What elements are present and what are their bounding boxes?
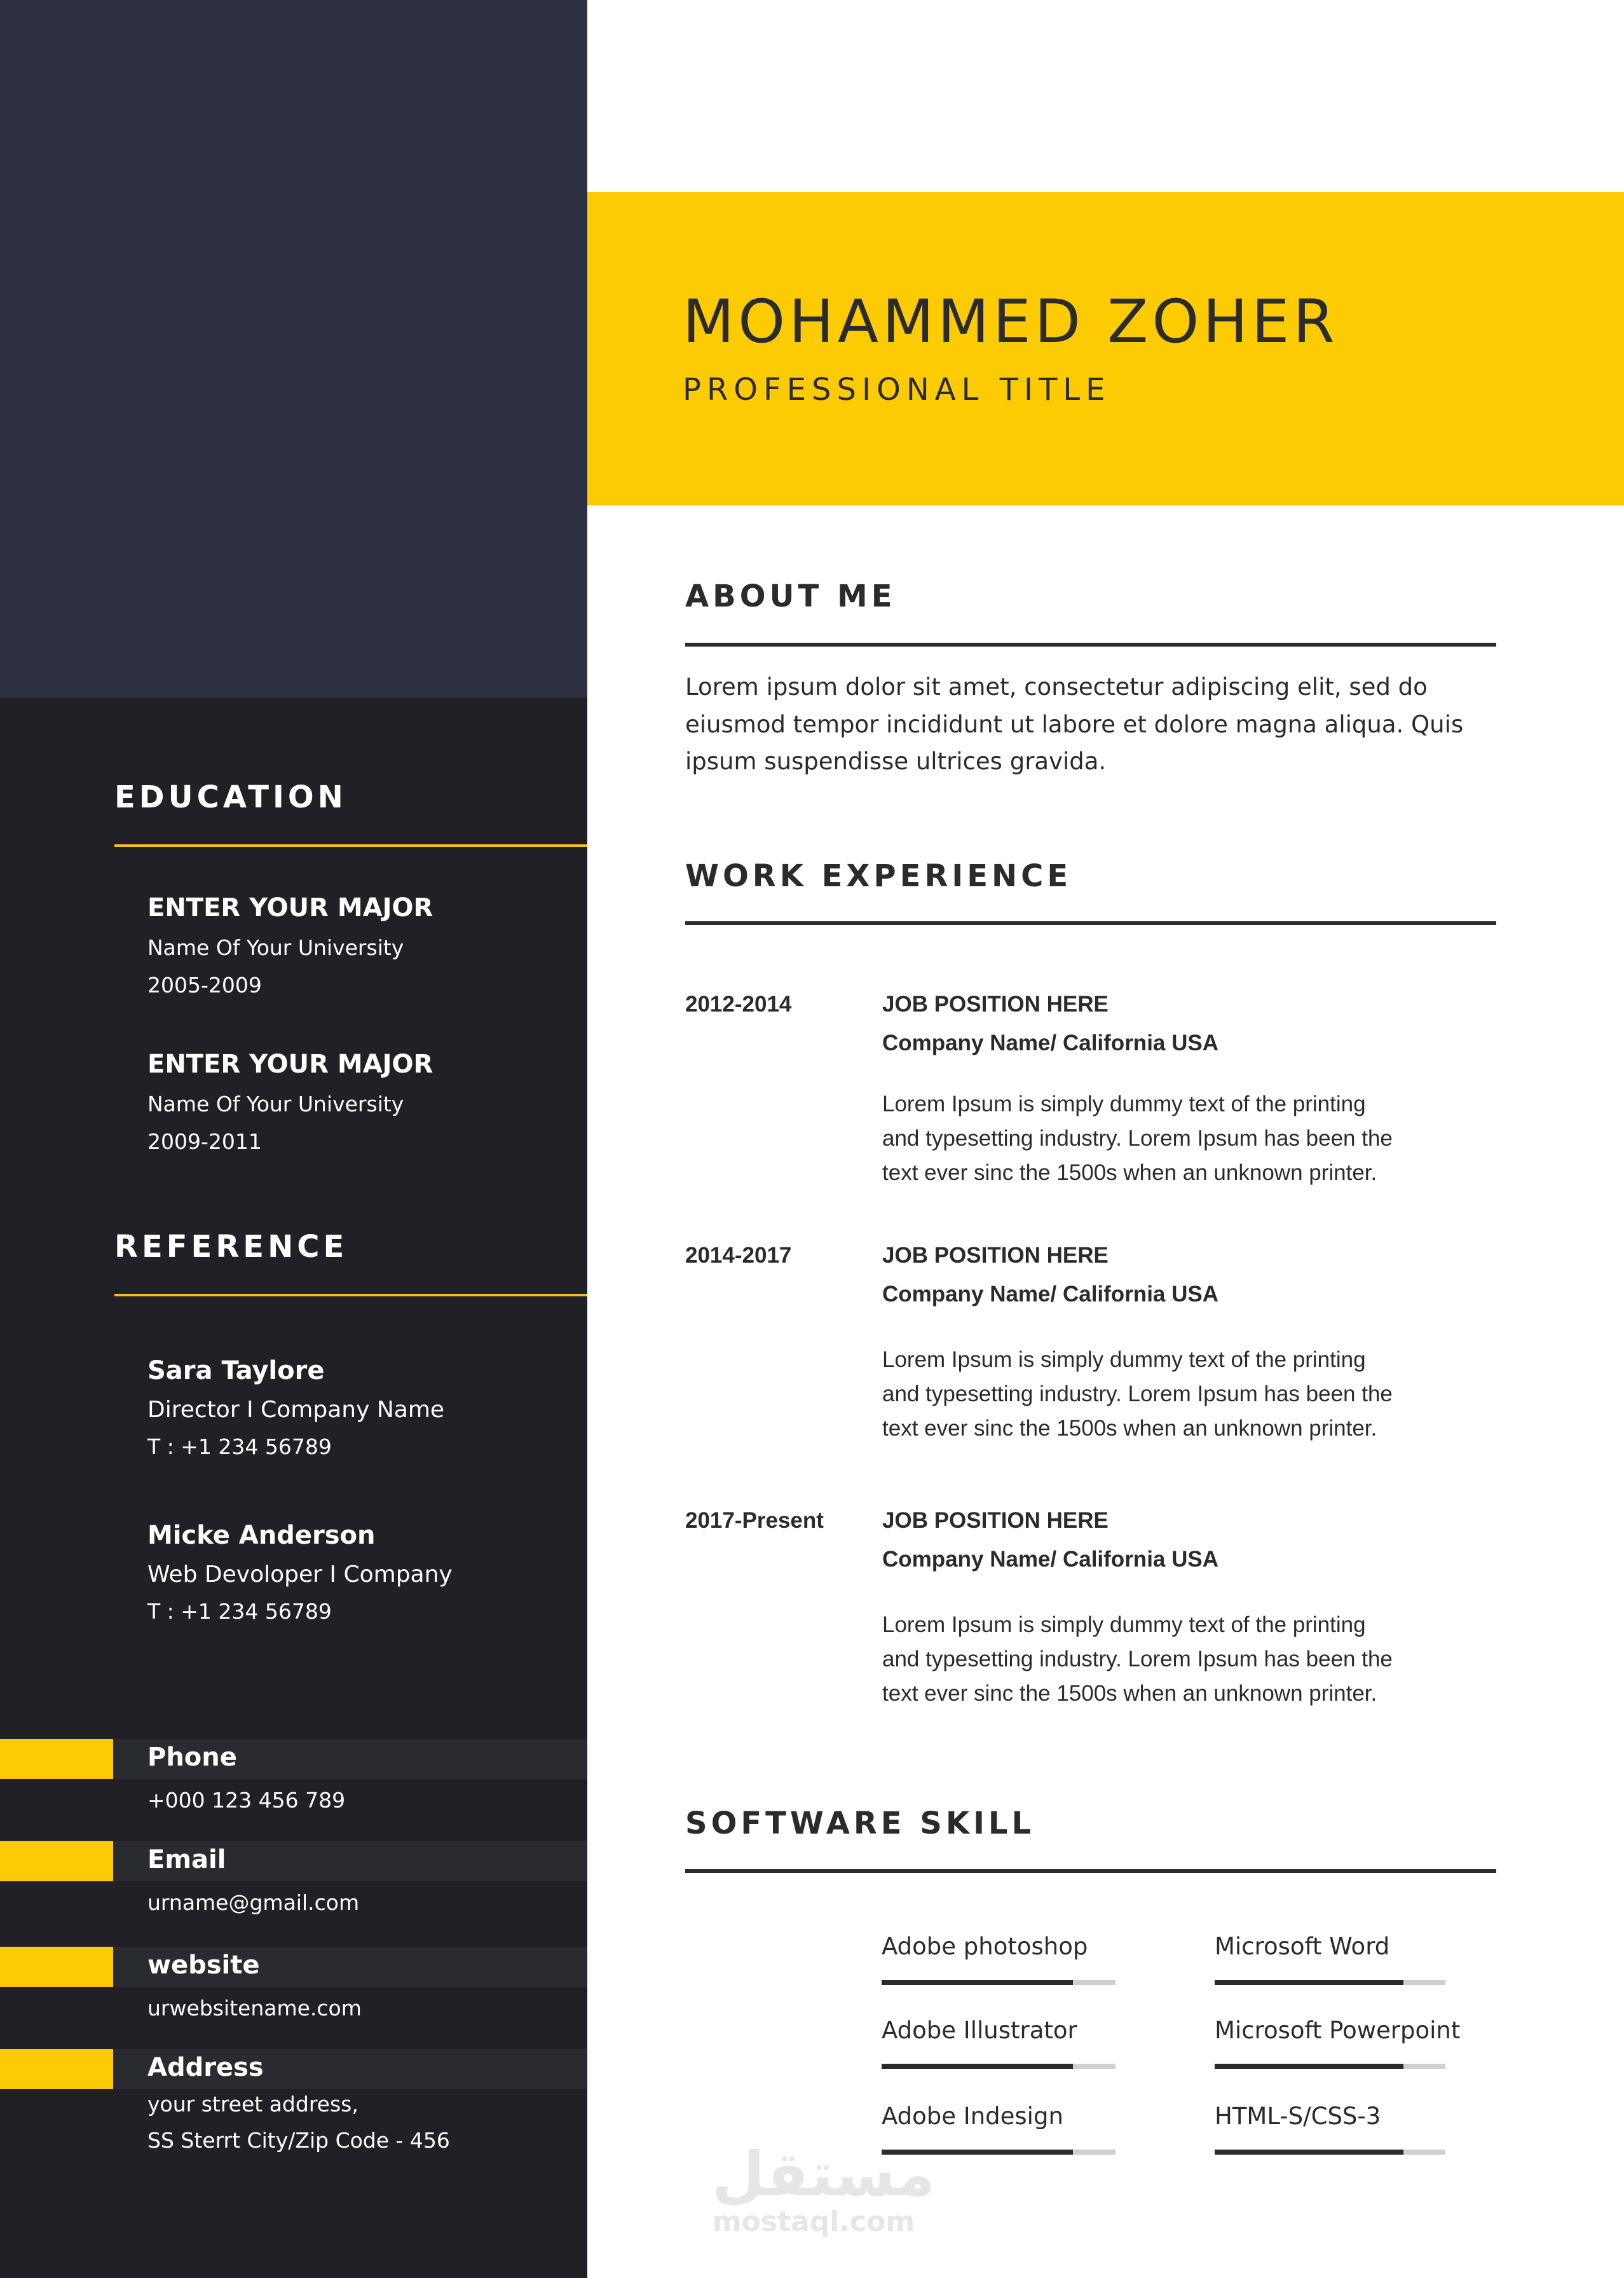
job-years: 2014-2017 <box>685 1243 792 1268</box>
job-title: JOB POSITION HERE <box>882 1243 1109 1268</box>
skill-bar <box>1215 2064 1445 2069</box>
education-heading: EDUCATION <box>114 779 347 815</box>
skill-bar-fill <box>1215 2064 1403 2069</box>
contact-value: your street address, <box>147 2092 358 2117</box>
contact-value: SS Sterrt City/Zip Code - 456 <box>147 2128 450 2153</box>
education-school: Name Of Your University <box>147 935 404 960</box>
education-years: 2005-2009 <box>147 973 262 998</box>
watermark-latin: mostaql.com <box>712 2206 915 2238</box>
contact-value[interactable]: urwebsitename.com <box>147 1996 362 2021</box>
skill-label: Adobe photoshop <box>882 1933 1088 1960</box>
job-company: Company Name/ California USA <box>882 1547 1218 1572</box>
job-desc-line: text ever sinc the 1500s when an unknown printer. <box>882 1681 1377 1706</box>
job-description <box>882 1343 1454 1446</box>
about-line: ipsum suspendisse ultrices gravida. <box>685 748 1107 775</box>
reference-item <box>147 1521 453 1624</box>
skill-label: Microsoft Word <box>1215 1933 1390 1960</box>
education-school: Name Of Your University <box>147 1092 404 1116</box>
job-description <box>882 1608 1454 1711</box>
job-desc-line: and typesetting industry. Lorem Ipsum has been the <box>882 1382 1393 1406</box>
education-item <box>147 893 433 998</box>
reference-name: Micke Anderson <box>147 1521 376 1550</box>
job-years: 2017-Present <box>685 1508 824 1533</box>
skill-bar-fill <box>1215 1980 1403 1985</box>
job-desc-line: text ever sinc the 1500s when an unknown printer. <box>882 1416 1377 1441</box>
skills-divider <box>685 1869 1496 1873</box>
header-banner <box>587 192 1624 505</box>
job-title: JOB POSITION HERE <box>882 1508 1109 1533</box>
job-desc-line: and typesetting industry. Lorem Ipsum has been the <box>882 1126 1393 1151</box>
professional-title: PROFESSIONAL TITLE <box>683 372 1111 408</box>
about-text <box>685 669 1511 781</box>
contact-value[interactable]: urname@gmail.com <box>147 1890 360 1915</box>
job-desc-line: text ever sinc the 1500s when an unknown printer. <box>882 1160 1377 1185</box>
skill-bar-fill <box>1215 2150 1403 2155</box>
contact-label: Email <box>147 1845 226 1874</box>
contact-accent-bar <box>0 1841 113 1881</box>
about-divider <box>685 643 1496 647</box>
watermark-arabic: مستقل <box>712 2139 936 2210</box>
contact-value[interactable]: +000 123 456 789 <box>147 1788 346 1813</box>
skill-bar <box>1215 2150 1445 2155</box>
contact-label: Phone <box>147 1743 237 1772</box>
job-years: 2012-2014 <box>685 992 792 1017</box>
reference-role: Director I Company Name <box>147 1397 445 1423</box>
job-company: Company Name/ California USA <box>882 1282 1218 1307</box>
contact-label: website <box>147 1951 260 1980</box>
contact-label: Address <box>147 2053 264 2082</box>
job-desc-line: Lorem Ipsum is simply dummy text of the printing <box>882 1092 1366 1116</box>
reference-role: Web Devoloper I Company <box>147 1561 453 1588</box>
candidate-name: MOHAMMED ZOHER <box>683 287 1339 357</box>
reference-phone: T : +1 234 56789 <box>147 1434 332 1459</box>
skill-bar <box>882 1980 1116 1985</box>
skill-bar-fill <box>882 2064 1073 2069</box>
work-divider <box>685 921 1496 925</box>
job-description <box>882 1087 1454 1190</box>
skill-bar <box>1215 1980 1445 1985</box>
about-line: Lorem ipsum dolor sit amet, consectetur adipiscing elit, sed do <box>685 673 1428 701</box>
skill-bar-fill <box>882 1980 1073 1985</box>
education-major: ENTER YOUR MAJOR <box>147 893 433 923</box>
skill-label: Microsoft Powerpoint <box>1215 2017 1461 2044</box>
reference-item <box>147 1356 444 1459</box>
skill-bar <box>882 2064 1116 2069</box>
job-desc-line: and typesetting industry. Lorem Ipsum has been the <box>882 1647 1393 1671</box>
about-line: eiusmod tempor incididunt ut labore et dolore magna aliqua. Quis <box>685 710 1464 738</box>
work-heading: WORK EXPERIENCE <box>685 858 1072 894</box>
reference-divider <box>114 1294 587 1296</box>
contact-accent-bar <box>0 1739 113 1779</box>
job-desc-line: Lorem Ipsum is simply dummy text of the printing <box>882 1612 1366 1637</box>
education-major: ENTER YOUR MAJOR <box>147 1050 433 1079</box>
contact-accent-bar <box>0 1947 113 1987</box>
job-desc-line: Lorem Ipsum is simply dummy text of the printing <box>882 1347 1366 1372</box>
reference-name: Sara Taylore <box>147 1356 325 1385</box>
education-years: 2009-2011 <box>147 1129 262 1154</box>
skills-heading: SOFTWARE SKILL <box>685 1806 1035 1841</box>
job-company: Company Name/ California USA <box>882 1031 1218 1055</box>
contact-accent-bar <box>0 2049 113 2089</box>
skill-label: Adobe Indesign <box>882 2103 1063 2130</box>
job-title: JOB POSITION HERE <box>882 992 1109 1017</box>
watermark <box>712 2139 936 2238</box>
skill-label: HTML-S/CSS-3 <box>1215 2103 1381 2130</box>
sidebar-top-block <box>0 0 587 697</box>
skill-label: Adobe Illustrator <box>882 2017 1077 2044</box>
education-item <box>147 1050 433 1154</box>
education-divider <box>114 844 587 847</box>
about-heading: ABOUT ME <box>685 579 896 614</box>
reference-phone: T : +1 234 56789 <box>147 1599 332 1624</box>
reference-heading: REFERENCE <box>114 1229 348 1265</box>
